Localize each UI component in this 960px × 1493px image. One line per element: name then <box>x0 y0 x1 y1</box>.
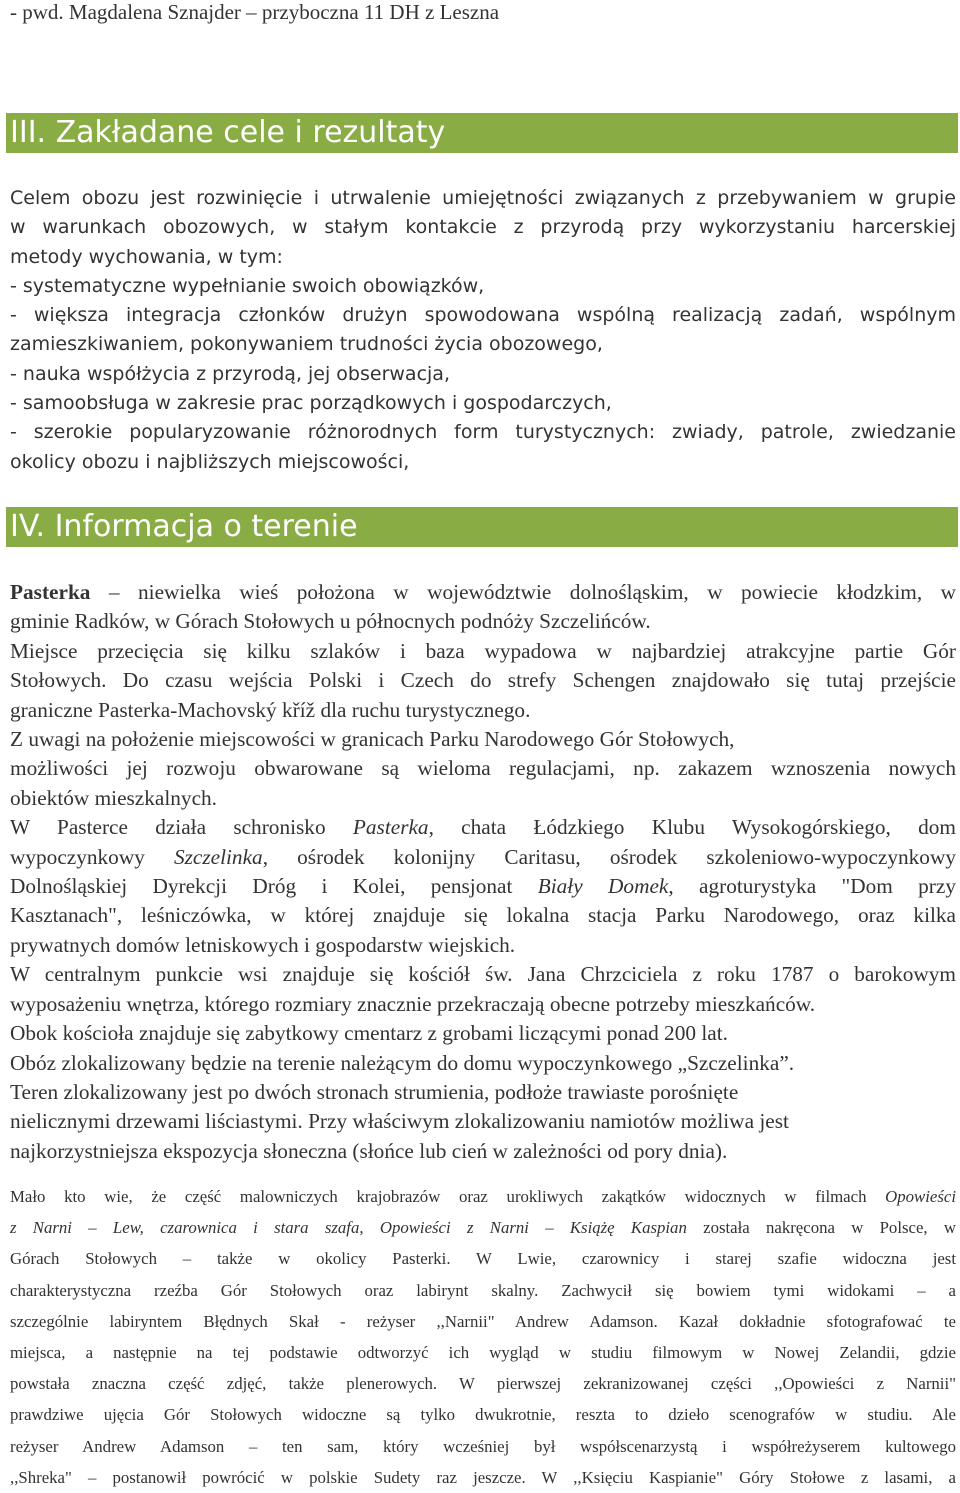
goals-paragraph <box>10 184 956 477</box>
film-title: Opowieści <box>885 1187 956 1206</box>
section-heading-goals <box>6 113 958 153</box>
terrain-text: , agroturystyka "Dom przy <box>668 874 956 899</box>
film-title: z Narni – Lew, czarownica i stara szafa, Opowieści z Narni – Książę Kaspian <box>10 1218 687 1238</box>
narnia-line: charakterystyczna rzeźba Gór Stołowych oraz labirynt skalny. Zachwycił się bowiem tymi widokami – a <box>10 1280 956 1300</box>
terrain-line: możliwości jej rozwoju obwarowane są wieloma regulacjami, np. zakazem wznoszenia nowych <box>10 756 956 781</box>
narnia-line: miejsca, a następnie na tej podstawie odtworzyć ich wygląd w studiu filmowym w Nowej Zelandii, gdzie <box>10 1343 956 1363</box>
section-heading-terrain <box>6 507 958 547</box>
italic-name: Biały Domek <box>537 874 669 899</box>
terrain-line: najkorzystniejsza ekspozycja słoneczna (słońce lub cień w zależności od pory dnia). <box>10 1138 728 1163</box>
terrain-line: graniczne Pasterka-Machovský kříž dla ruchu turystycznego. <box>10 697 531 722</box>
narnia-text: została nakręcona w Polsce, w <box>686 1218 956 1238</box>
goals-line: zamieszkiwaniem, pokonywaniem trudności życia obozowego, <box>10 333 603 356</box>
terrain-text: Dolnośląskiej Dyrekcji Dróg i Kolei, pensjonat <box>10 874 538 899</box>
goals-line: - szerokie popularyzowanie różnorodnych form turystycznych: zwiady, patrole, zwiedzanie <box>10 421 956 444</box>
narnia-paragraph <box>10 1181 956 1493</box>
goals-line: okolicy obozu i najbliższych miejscowości, <box>10 450 410 473</box>
terrain-line: Obóz zlokalizowany będzie na terenie należącym do domu wypoczynkowego „Szczelinka”. <box>10 1050 795 1075</box>
goals-line: Celem obozu jest rozwinięcie i utrwalenie umiejętności związanych z przebywaniem w grupie <box>10 187 956 209</box>
goals-line: - nauka współżycia z przyrodą, jej obserwacja, <box>10 362 450 385</box>
narnia-line: prawdziwe ujęcia Gór Stołowych widoczne są tylko dwukrotnie, reszta to dzieło scenografów w studiu. Ale <box>10 1405 956 1425</box>
narnia-line: Górach Stołowych – także w okolicy Pasterki. W Lwie, czarownicy i starej szafie widoczna jest <box>10 1249 956 1269</box>
terrain-line: Stołowych. Do czasu wejścia Polski i Czech do strefy Schengen znajdowało się tutaj przejście <box>10 668 956 693</box>
terrain-line: Obok kościoła znajduje się zabytkowy cmentarz z grobami liczącymi ponad 200 lat. <box>10 1021 728 1046</box>
goals-line: - większa integracja członków drużyn spowodowana wspólną realizacją zadań, wspólnym <box>10 304 956 327</box>
narnia-line <box>10 1212 956 1243</box>
narnia-line: powstała znaczna część zdjęć, także plenerowych. W pierwszej zekranizowanej części ,,Opowieści z Narnii" <box>10 1374 956 1394</box>
terrain-line: obiektów mieszkalnych. <box>10 785 217 810</box>
terrain-text: – niewielka wieś położona w województwie dolnośląskim, w powiecie kłodzkim, w <box>90 580 956 604</box>
terrain-line: Teren zlokalizowany jest po dwóch stronach strumienia, podłoże trawiaste porośnięte <box>10 1079 739 1104</box>
terrain-line <box>10 578 956 607</box>
terrain-line: Kasztanach", leśniczówka, w której znajduje się lokalna stacja Parku Narodowego, oraz kilka <box>10 903 956 928</box>
terrain-line: gminie Radków, w Górach Stołowych u północnych podnóży Szczelińców. <box>10 609 651 634</box>
section-heading-terrain-text: IV. Informacja o terenie <box>10 509 358 544</box>
terrain-line: wyposażeniu wnętrza, którego rozmiary znacznie przekraczają obecne potrzeby mieszkańców. <box>10 991 816 1016</box>
terrain-line: Z uwagi na położenie miejscowości w granicach Parku Narodowego Gór Stołowych, <box>10 727 735 752</box>
terrain-line: Miejsce przecięcia się kilku szlaków i baza wypadowa w najbardziej atrakcyjne partie Gór <box>10 638 956 663</box>
terrain-text: , ośrodek kolonijny Caritasu, ośrodek szkoleniowo-wypoczynkowy <box>262 844 956 869</box>
terrain-line <box>10 843 956 872</box>
narnia-line: szczególnie labiryntem Błędnych Skał - reżyser ,,Narnii" Andrew Adamson. Kazał dokładnie sfotografować te <box>10 1311 956 1331</box>
italic-name: Szczelinka <box>173 844 263 869</box>
terrain-text: W Pasterce działa schronisko <box>10 815 353 840</box>
narnia-line <box>10 1181 956 1212</box>
terrain-paragraph <box>10 578 956 1166</box>
goals-line: - samoobsługa w zakresie prac porządkowych i gospodarczych, <box>10 392 612 415</box>
terrain-line <box>10 813 956 842</box>
narnia-line: reżyser Andrew Adamson – ten sam, który wcześniej był współscenarzystą i współreżyserem kultowego <box>10 1436 956 1456</box>
terrain-line: nielicznymi drzewami liściastymi. Przy właściwym zlokalizowaniu namiotów możliwa jest <box>10 1109 789 1134</box>
goals-line: - systematyczne wypełnianie swoich obowiązków, <box>10 274 485 297</box>
italic-name: Pasterka <box>352 815 429 840</box>
terrain-text: wypoczynkowy <box>10 844 174 869</box>
goals-line: w warunkach obozowych, w stałym kontakcie z przyrodą przy wykorzystaniu harcerskiej <box>10 216 956 239</box>
section-heading-goals-text: III. Zakładane cele i rezultaty <box>10 115 446 150</box>
goals-line: metody wychowania, w tym: <box>10 245 283 268</box>
narnia-line: ,,Shreka" – postanowił powrócić w polskie Sudety raz jeszcze. W ,,Księciu Kaspianie" Góry Stołowe z lasami, a <box>10 1467 956 1487</box>
terrain-line <box>10 872 956 901</box>
place-name: Pasterka <box>10 580 91 604</box>
author-line: - pwd. Magdalena Sznajder – przyboczna 11 DH z Leszna <box>10 0 500 24</box>
terrain-line: prywatnych domów letniskowych i gospodarstw wiejskich. <box>10 932 516 957</box>
terrain-text: , chata Łódzkiego Klubu Wysokogórskiego, dom <box>428 815 956 840</box>
terrain-line: W centralnym punkcie wsi znajduje się kościół św. Jana Chrzciciela z roku 1787 o barokowym <box>10 962 956 987</box>
narnia-text: Mało kto wie, że część malowniczych krajobrazów oraz urokliwych zakątków widocznych w filmach <box>10 1187 886 1206</box>
